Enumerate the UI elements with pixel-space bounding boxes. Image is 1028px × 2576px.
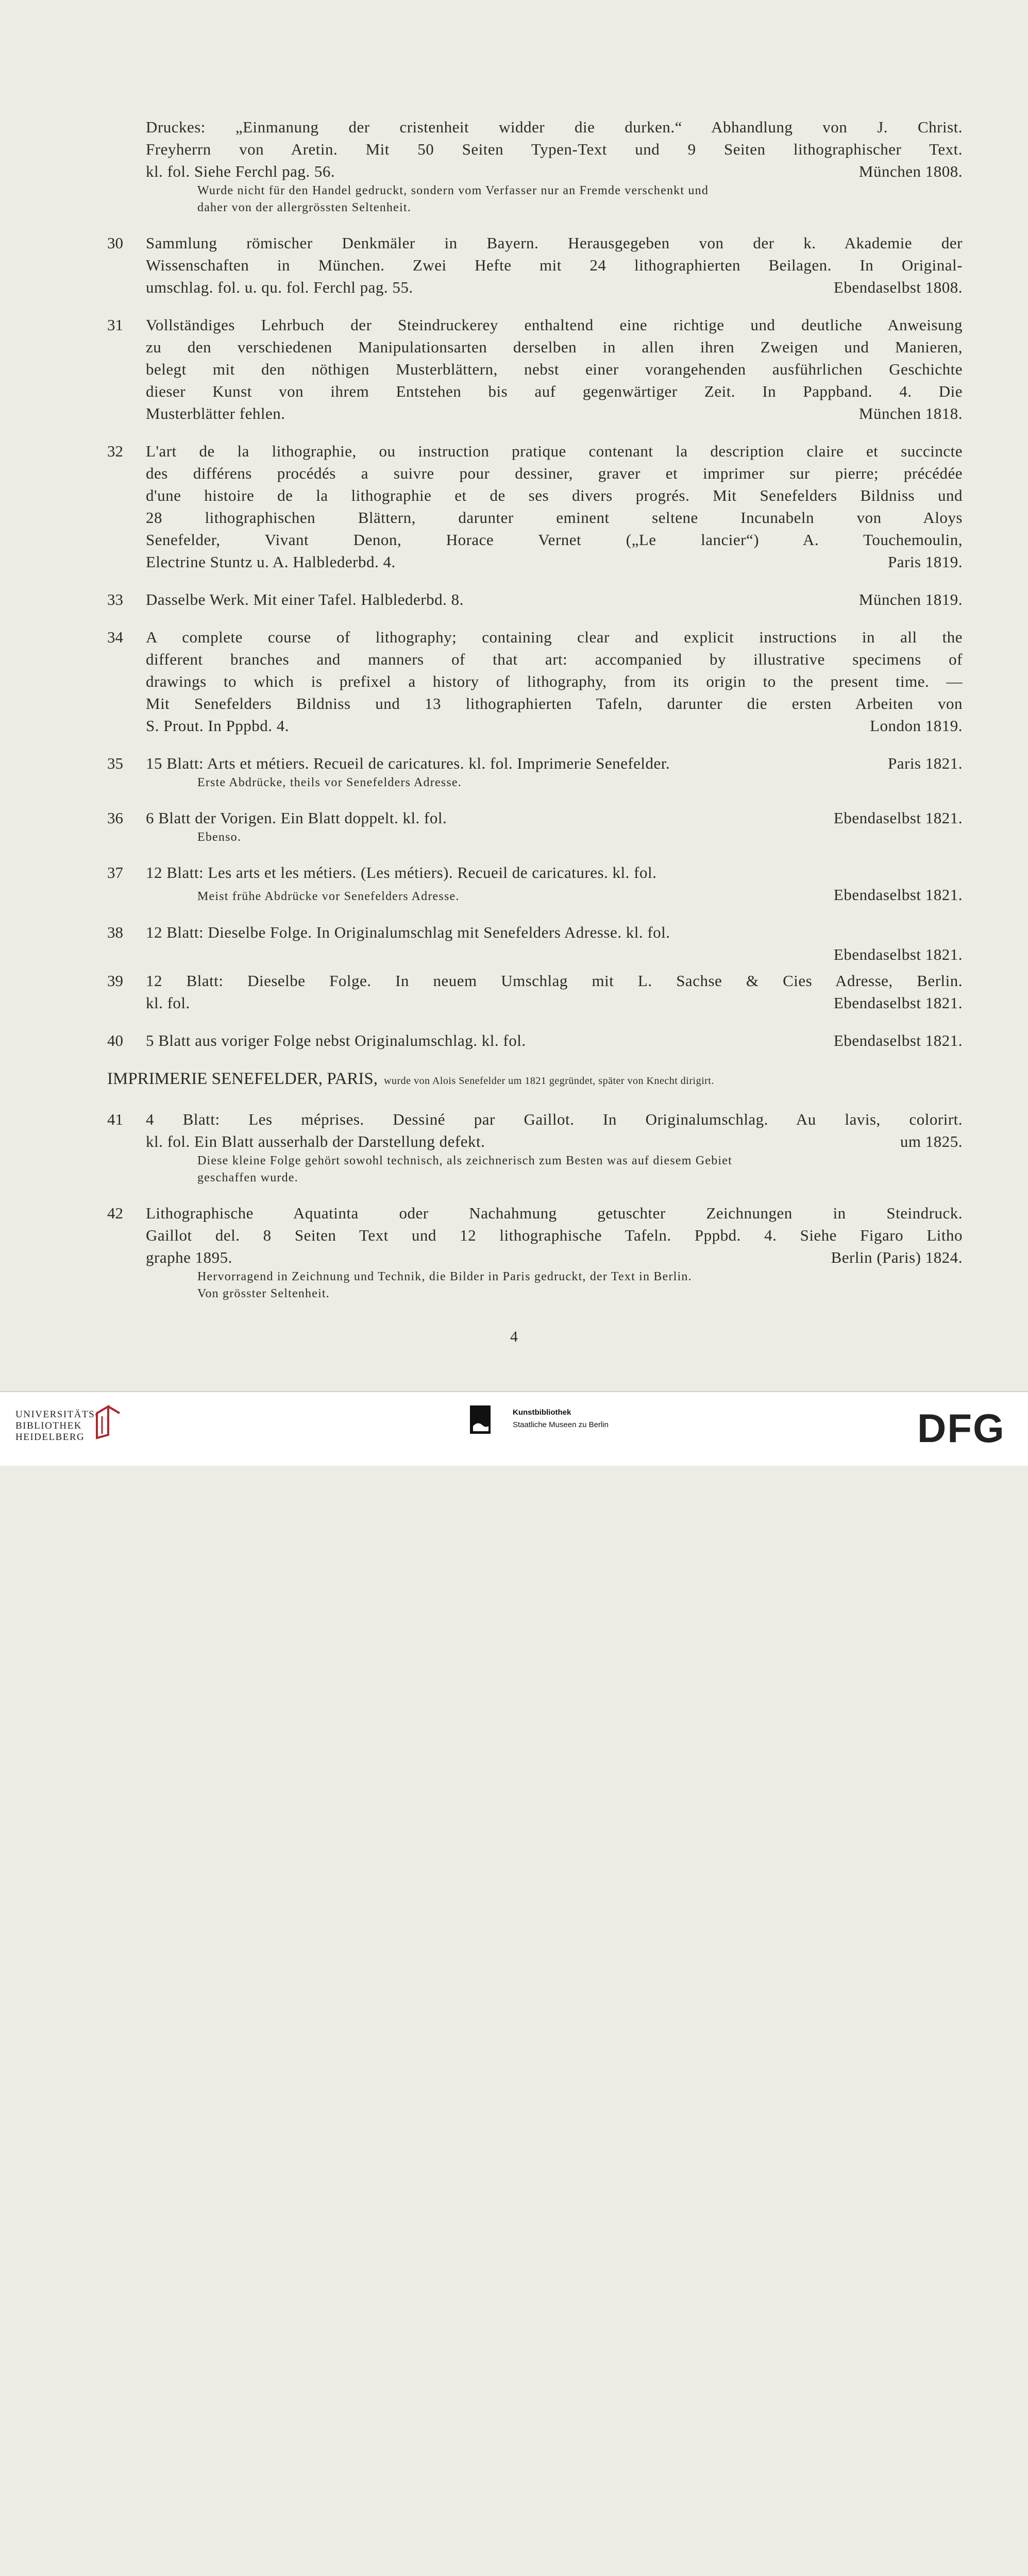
entry-line: [146, 992, 963, 1014]
entry-place-date: Berlin (Paris) 1824.: [831, 1248, 963, 1266]
entry-note: geschaffen wurde.: [197, 1171, 298, 1184]
entry-text: belegt mit den nöthigen Musterblättern, nebst einer vorangehenden ausführlichen Geschichte: [146, 360, 963, 378]
catalogue-entry: [107, 626, 963, 737]
entry-place-date: Ebendaselbst 1821.: [833, 994, 963, 1012]
entry-line: [146, 588, 963, 611]
catalogue-entry: [107, 440, 963, 573]
entry-note: Von grösster Seltenheit.: [197, 1287, 330, 1300]
catalogue-entry: [107, 1108, 963, 1187]
entry-line: [146, 358, 963, 380]
kunstbibliothek-label[interactable]: Kunstbibliothek Staatliche Museen zu Berlin: [513, 1408, 609, 1429]
entry-line: [146, 884, 963, 906]
catalogue-entry: [107, 970, 963, 1014]
viewer-footer: [0, 1391, 1028, 1466]
catalogue-entry: [107, 1029, 963, 1052]
entry-line: [146, 1224, 963, 1246]
section-heading: [107, 1067, 963, 1093]
entry-text: graphe 1895.: [146, 1248, 232, 1266]
entry-text: Wissenschaften in München. Zwei Hefte mit 24 lithographierten Beilagen. In Original-: [146, 256, 963, 274]
entry-number: 38: [107, 923, 123, 941]
entry-line: [146, 861, 963, 884]
entry-text: Druckes: „Einmanung der cristenheit widder die durken.“ Abhandlung von J. Christ.: [146, 118, 963, 136]
entry-place-date: München 1818.: [858, 404, 963, 422]
entry-text: drawings to which is prefixel a history of lithography, from its origin to the present time. —: [146, 672, 963, 690]
entry-number: 32: [107, 442, 123, 460]
entry-line: [146, 626, 963, 648]
entry-text: d'une histoire de la lithographie et de ses divers progrés. Mit Senefelders Bildniss und: [146, 486, 963, 504]
entry-text: 12 Blatt: Dieselbe Folge. In Originalumschlag mit Senefelders Adresse. kl. fol.: [146, 923, 670, 941]
entry-line: [146, 254, 963, 276]
entry-line: [146, 116, 963, 138]
kunstbibliothek-logo-icon[interactable]: [470, 1405, 491, 1434]
entry-place-date: London 1819.: [870, 717, 963, 735]
catalogue-content: [107, 116, 963, 1318]
entry-text: Sammlung römischer Denkmäler in Bayern. Herausgegeben von der k. Akademie der: [146, 234, 963, 252]
entry-text: 12 Blatt: Dieselbe Folge. In neuem Umschlag mit L. Sachse & Cies Adresse, Berlin.: [146, 972, 963, 990]
entry-line: [146, 462, 963, 484]
entry-text: umschlag. fol. u. qu. fol. Ferchl pag. 55.: [146, 278, 413, 296]
entry-place-date: Ebendaselbst 1821.: [833, 886, 963, 904]
entry-number: 36: [107, 809, 123, 827]
entry-line: [146, 336, 963, 358]
entry-place-date: Paris 1821.: [888, 754, 963, 772]
entry-line: [146, 1130, 963, 1153]
catalogue-entry: [107, 861, 963, 906]
entry-number: 30: [107, 234, 123, 252]
entry-place-date: München 1808.: [858, 162, 963, 180]
entry-number: 34: [107, 628, 123, 646]
entry-text: Freyherrn von Aretin. Mit 50 Seiten Typen-Text und 9 Seiten lithographischer Text.: [146, 140, 963, 158]
entry-note: Diese kleine Folge gehört sowohl technisch, als zeichnerisch zum Besten was auf diesem Gebiet: [197, 1154, 732, 1167]
section-heading-note: wurde von Alois Senefelder um 1821 gegründet, später von Knecht dirigirt.: [384, 1075, 714, 1087]
entry-place-date: Ebendaselbst 1821.: [833, 945, 963, 963]
catalogue-entry: [107, 314, 963, 425]
page-number: 4: [510, 1328, 518, 1345]
entry-text: dieser Kunst von ihrem Entstehen bis auf gegenwärtiger Zeit. In Pappband. 4. Die: [146, 382, 963, 400]
catalogue-entry: [107, 1202, 963, 1302]
entry-line: [146, 1029, 963, 1052]
entry-text: 12 Blatt: Les arts et les métiers. (Les métiers). Recueil de caricatures. kl. fol.: [146, 863, 657, 882]
entry-line: [146, 402, 963, 425]
entry-text: 5 Blatt aus voriger Folge nebst Originalumschlag. kl. fol.: [146, 1031, 526, 1049]
entry-note: Hervorragend in Zeichnung und Technik, die Bilder in Paris gedruckt, der Text in Berlin.: [197, 1270, 692, 1283]
section-heading-title: IMPRIMERIE SENEFELDER, PARIS,: [107, 1070, 378, 1088]
entry-line: [146, 670, 963, 692]
catalogue-entry: [107, 921, 963, 965]
entry-line: [146, 314, 963, 336]
catalogue-entry: [107, 807, 963, 846]
entry-line: [146, 692, 963, 715]
entry-line: [146, 484, 963, 506]
entry-place-date: München 1819.: [858, 590, 963, 608]
entry-text: Senefelder, Vivant Denon, Horace Vernet („Le lancier“) A. Touchemoulin,: [146, 531, 963, 549]
entry-number: 42: [107, 1204, 123, 1222]
entry-line: [146, 648, 963, 670]
dfg-logo[interactable]: DFG: [917, 1405, 1005, 1451]
entry-number: 39: [107, 972, 123, 990]
entry-text: zu den verschiedenen Manipulationsarten derselben in allen ihren Zweigen und Manieren,: [146, 338, 963, 356]
entry-text: Lithographische Aquatinta oder Nachahmung getuschter Zeichnungen in Steindruck.: [146, 1204, 963, 1222]
entry-text: 6 Blatt der Vorigen. Ein Blatt doppelt. kl. fol.: [146, 809, 447, 827]
entry-line: [146, 506, 963, 529]
entry-note: daher von der allergrössten Seltenheit.: [197, 201, 411, 214]
entry-note: Wurde nicht für den Handel gedruckt, sondern vom Verfasser nur an Fremde verschenkt und: [197, 184, 709, 197]
entry-number: 40: [107, 1031, 123, 1049]
entry-place-date: um 1825.: [900, 1132, 963, 1150]
entry-text: different branches and manners of that art: accompanied by illustrative specimens of: [146, 650, 963, 668]
entry-text: Dasselbe Werk. Mit einer Tafel. Halblederbd. 8.: [146, 590, 464, 608]
entry-line: [146, 1246, 963, 1268]
catalogue-entry: [107, 232, 963, 298]
entry-text: 28 lithographischen Blättern, darunter eminent seltene Incunabeln von Aloys: [146, 509, 963, 527]
entry-text: kl. fol.: [146, 994, 190, 1012]
entry-note: Erste Abdrücke, theils vor Senefelders Adresse.: [197, 776, 462, 789]
entry-note: Meist frühe Abdrücke vor Senefelders Adresse.: [197, 890, 460, 903]
entry-text: 15 Blatt: Arts et métiers. Recueil de caricatures. kl. fol. Imprimerie Senefelder.: [146, 754, 670, 772]
entry-line: [146, 440, 963, 462]
entry-line: [146, 380, 963, 402]
entry-number: 35: [107, 754, 123, 772]
entry-line: [146, 1202, 963, 1224]
entry-text: S. Prout. In Pppbd. 4.: [146, 717, 289, 735]
catalogue-entry: [107, 752, 963, 791]
entry-line: [146, 943, 963, 965]
entry-line: [146, 921, 963, 943]
entry-line: [146, 232, 963, 254]
entry-number: 41: [107, 1110, 123, 1128]
entry-note: Ebenso.: [197, 831, 242, 844]
entry-line: [146, 160, 963, 182]
entry-text: Musterblätter fehlen.: [146, 404, 285, 422]
entry-number: 37: [107, 863, 123, 882]
entry-text: Vollständiges Lehrbuch der Steindruckerey enthaltend eine richtige und deutliche Anweisung: [146, 316, 963, 334]
entry-text: A complete course of lithography; containing clear and explicit instructions in all the: [146, 628, 963, 646]
entry-text: Electrine Stuntz u. A. Halblederbd. 4.: [146, 553, 396, 571]
footer-divider: [0, 1391, 1028, 1392]
entry-number: 31: [107, 316, 123, 334]
entry-line: [146, 752, 963, 774]
entry-line: [146, 529, 963, 551]
entry-line: [146, 138, 963, 160]
entry-text: L'art de la lithographie, ou instruction pratique contenant la description claire et succincte: [146, 442, 963, 460]
entry-line: [146, 276, 963, 298]
entry-text: Mit Senefelders Bildniss und 13 lithographierten Tafeln, darunter die ersten Arbeiten von: [146, 694, 963, 713]
entry-text: kl. fol. Ein Blatt ausserhalb der Darstellung defekt.: [146, 1132, 485, 1150]
entry-place-date: Ebendaselbst 1821.: [833, 809, 963, 827]
entry-line: [146, 1108, 963, 1130]
entry-place-date: Paris 1819.: [888, 553, 963, 571]
university-library-logo-text[interactable]: UNIVERSITÄTS- BIBLIOTHEK HEIDELBERG: [15, 1409, 99, 1443]
entry-line: [146, 807, 963, 829]
entry-line: [146, 551, 963, 573]
entry-text: Gaillot del. 8 Seiten Text und 12 lithographische Tafeln. Pppbd. 4. Siehe Figaro Litho: [146, 1226, 963, 1244]
catalogue-entry: [107, 588, 963, 611]
entry-text: des différens procédés a suivre pour dessiner, graver et imprimer sur pierre; précédée: [146, 464, 963, 482]
entry-line: [146, 715, 963, 737]
entry-place-date: Ebendaselbst 1808.: [833, 278, 963, 296]
catalogue-entry: [146, 116, 963, 216]
entry-line: [146, 970, 963, 992]
entry-text: kl. fol. Siehe Ferchl pag. 56.: [146, 162, 335, 180]
entry-number: 33: [107, 590, 123, 608]
entry-place-date: Ebendaselbst 1821.: [833, 1031, 963, 1049]
entry-text: 4 Blatt: Les méprises. Dessiné par Gaillot. In Originalumschlag. Au lavis, colorirt.: [146, 1110, 963, 1128]
university-library-logo-icon[interactable]: [93, 1404, 124, 1440]
